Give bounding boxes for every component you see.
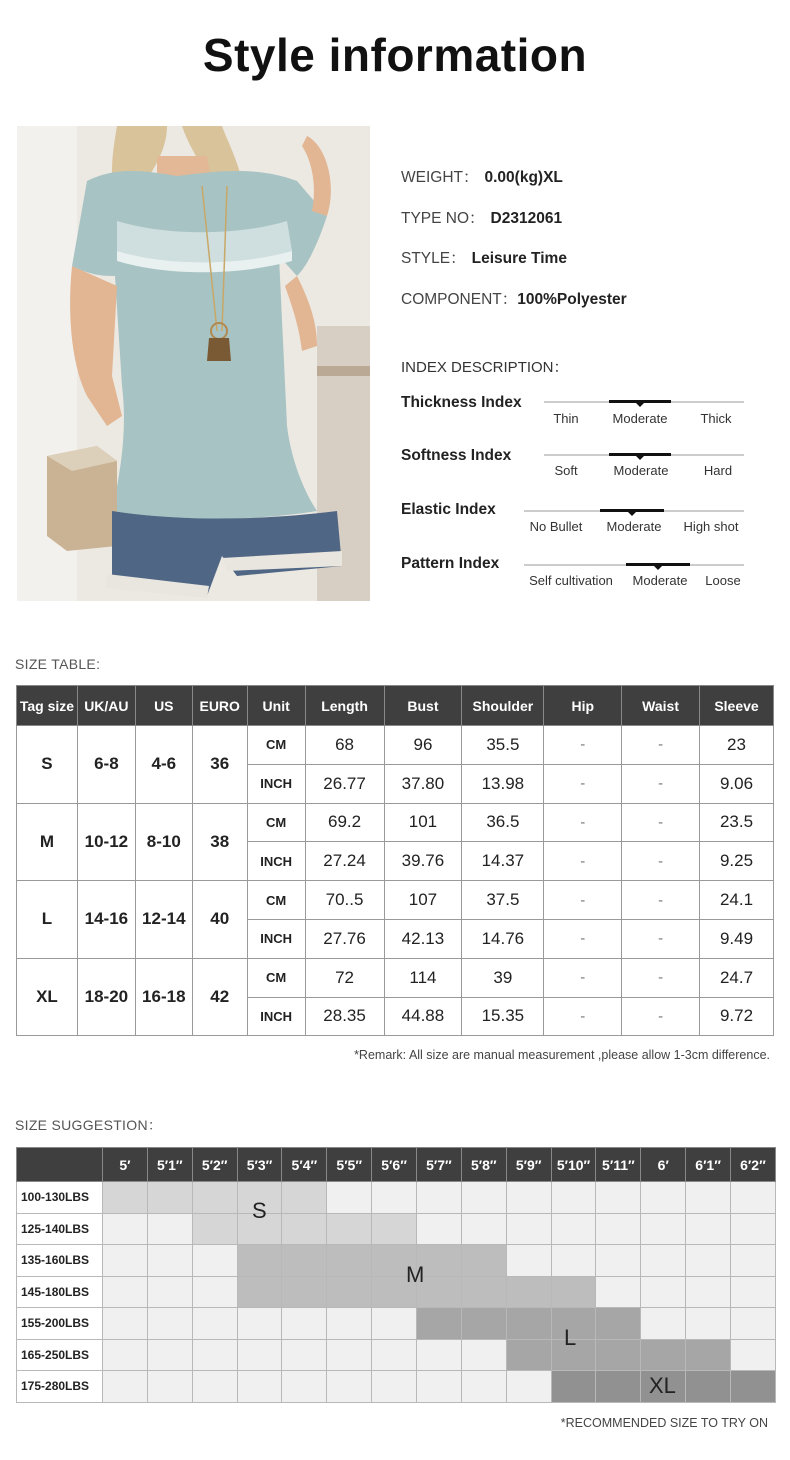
column-header: UK/AU [77,686,135,726]
size-zone-cell [327,1213,372,1245]
grid-cell [686,1276,731,1308]
pattern-index [401,555,746,595]
bust-cell: 96 [384,726,462,765]
size-zone-cell [237,1276,282,1308]
size-zone-cell [147,1182,192,1214]
unit-cell: INCH [247,919,305,958]
spec-style [401,246,567,268]
length-cell: 68 [305,726,384,765]
height-header: 5′1″ [147,1148,192,1182]
weight-row [17,1245,776,1277]
recommend-note: *RECOMMENDED SIZE TO TRY ON [560,1416,768,1430]
grid-cell [103,1213,148,1245]
zone-label-s: S [252,1198,267,1223]
spec-value: 100%Polyester [517,291,627,308]
index-option-selected: Moderate [612,411,668,426]
waist-cell: - [622,764,700,803]
shoulder-cell: 14.37 [462,842,544,881]
grid-cell [461,1182,506,1214]
index-option: No Bullet [529,519,583,534]
index-label: Softness Index [401,447,512,464]
grid-cell [731,1245,776,1277]
shoulder-cell: 35.5 [462,726,544,765]
grid-cell [237,1339,282,1371]
sleeve-cell: 9.49 [700,919,774,958]
tag-size-cell: M [17,803,78,881]
waist-cell: - [622,842,700,881]
size-zone-cell [506,1339,551,1371]
spec-value: Leisure Time [471,250,567,267]
hip-cell: - [544,881,622,920]
size-table-header [17,686,774,726]
waist-cell: - [622,997,700,1036]
grid-cell [372,1308,417,1340]
grid-cell [686,1308,731,1340]
grid-cell [551,1245,596,1277]
column-header: EURO [192,686,247,726]
grid-cell [103,1245,148,1277]
spec-weight [401,165,563,187]
sleeve-cell: 9.72 [700,997,774,1036]
size-zone-cell [596,1339,641,1371]
index-option: High shot [683,519,739,534]
weight-label: 155-200LBS [17,1308,103,1340]
table-row [17,881,774,920]
height-header: 6′ [641,1148,686,1182]
height-header: 5′5″ [327,1148,372,1182]
size-zone-cell [686,1339,731,1371]
grid-cell [147,1339,192,1371]
grid-cell [147,1308,192,1340]
length-cell: 27.76 [305,919,384,958]
grid-cell [731,1213,776,1245]
index-pointer-icon [628,512,636,516]
column-header: Length [305,686,384,726]
length-cell: 69.2 [305,803,384,842]
index-label: Pattern Index [401,555,500,572]
column-header: Waist [622,686,700,726]
size-zone-cell [417,1308,462,1340]
weight-row [17,1276,776,1308]
length-cell: 26.77 [305,764,384,803]
grid-cell [506,1182,551,1214]
index-option: Thin [553,411,579,426]
height-header: 5′3″ [237,1148,282,1182]
unit-cell: INCH [247,997,305,1036]
grid-cell [372,1339,417,1371]
size-zone-cell [282,1245,327,1277]
hip-cell: - [544,919,622,958]
size-zone-cell [641,1339,686,1371]
weight-row [17,1182,776,1214]
index-option: Thick [700,411,732,426]
size-zone-cell [731,1371,776,1403]
table-row [17,803,774,842]
grid-cell [506,1371,551,1403]
grid-cell [417,1371,462,1403]
weight-label: 175-280LBS [17,1371,103,1403]
product-photo [17,126,370,601]
index-option-selected: Moderate [613,463,669,478]
grid-cell [731,1182,776,1214]
grid-cell [506,1245,551,1277]
index-label: Thickness Index [401,394,522,411]
size-zone-cell [327,1245,372,1277]
unit-cell: INCH [247,764,305,803]
unit-cell: CM [247,726,305,765]
zone-label-l: L [564,1325,577,1350]
shoulder-cell: 36.5 [462,803,544,842]
size-zone-cell [461,1308,506,1340]
bust-cell: 44.88 [384,997,462,1036]
grid-cell [596,1182,641,1214]
index-option: Loose [705,573,741,588]
hip-cell: - [544,764,622,803]
size-zone-cell [551,1276,596,1308]
softness-index [401,447,746,487]
euro-cell: 36 [192,726,247,804]
measurement-remark: *Remark: All size are manual measurement ,please allow 1-3cm difference. [354,1048,770,1062]
height-header: 5′11″ [596,1148,641,1182]
grid-cell [372,1182,417,1214]
grid-cell [192,1308,237,1340]
column-header: Sleeve [700,686,774,726]
uk-au-cell: 10-12 [77,803,135,881]
bust-cell: 37.80 [384,764,462,803]
uk-au-cell: 6-8 [77,726,135,804]
unit-cell: CM [247,803,305,842]
grid-cell [417,1339,462,1371]
height-header: 5′2″ [192,1148,237,1182]
spec-value: D2312061 [490,210,563,227]
waist-cell: - [622,803,700,842]
waist-cell: - [622,881,700,920]
size-zone-cell [237,1245,282,1277]
shoulder-cell: 37.5 [462,881,544,920]
grid-cell [237,1371,282,1403]
us-cell: 16-18 [135,958,192,1036]
height-header: 5′4″ [282,1148,327,1182]
waist-cell: - [622,919,700,958]
size-zone-cell [192,1213,237,1245]
spec-component [401,287,627,309]
column-header: Hip [544,686,622,726]
grid-cell [417,1213,462,1245]
shoulder-cell: 39 [462,958,544,997]
spec-key: TYPE NO： [401,210,485,227]
us-cell: 8-10 [135,803,192,881]
sleeve-cell: 24.7 [700,958,774,997]
grid-cell [417,1182,462,1214]
index-option: Soft [554,463,578,478]
grid-cell [551,1182,596,1214]
grid-cell [686,1213,731,1245]
hip-cell: - [544,726,622,765]
weight-label: 100-130LBS [17,1182,103,1214]
grid-cell [103,1371,148,1403]
sleeve-cell: 24.1 [700,881,774,920]
tag-size-cell: L [17,881,78,959]
grid-cell [641,1308,686,1340]
index-option-selected: Moderate [632,573,688,588]
euro-cell: 38 [192,803,247,881]
weight-row [17,1339,776,1371]
grid-cell [103,1308,148,1340]
thickness-index [401,394,746,434]
weight-label: 135-160LBS [17,1245,103,1277]
hip-cell: - [544,997,622,1036]
size-zone-cell [461,1276,506,1308]
size-zone-cell [551,1371,596,1403]
spec-value: 0.00(kg)XL [484,169,563,186]
grid-cell [192,1245,237,1277]
size-zone-cell [282,1182,327,1214]
grid-cell [641,1213,686,1245]
grid-cell [147,1213,192,1245]
shoulder-cell: 15.35 [462,997,544,1036]
grid-cell [192,1339,237,1371]
size-zone-cell [506,1308,551,1340]
height-header: 5′7″ [417,1148,462,1182]
grid-cell [551,1213,596,1245]
grid-cell [192,1276,237,1308]
length-cell: 70..5 [305,881,384,920]
us-cell: 12-14 [135,881,192,959]
table-row [17,958,774,997]
size-zone-cell [596,1371,641,1403]
grid-cell [327,1339,372,1371]
size-zone-cell [372,1213,417,1245]
grid-cell [461,1339,506,1371]
index-label: Elastic Index [401,501,496,518]
grid-cell [596,1245,641,1277]
bust-cell: 42.13 [384,919,462,958]
grid-cell [596,1213,641,1245]
bust-cell: 107 [384,881,462,920]
sleeve-cell: 23.5 [700,803,774,842]
grid-cell [506,1213,551,1245]
grid-cell [461,1371,506,1403]
size-zone-cell [461,1245,506,1277]
hip-cell: - [544,803,622,842]
us-cell: 4-6 [135,726,192,804]
column-header: Shoulder [462,686,544,726]
waist-cell: - [622,958,700,997]
grid-cell [327,1308,372,1340]
size-table-heading: SIZE TABLE: [15,656,101,672]
size-zone-cell [596,1308,641,1340]
spec-key: WEIGHT： [401,169,479,186]
grid-cell [147,1371,192,1403]
length-cell: 72 [305,958,384,997]
length-cell: 28.35 [305,997,384,1036]
grid-cell [596,1276,641,1308]
grid-cell [327,1182,372,1214]
grid-cell [641,1182,686,1214]
grid-cell [641,1245,686,1277]
weight-label: 125-140LBS [17,1213,103,1245]
weight-row [17,1308,776,1340]
grid-cell [461,1213,506,1245]
index-pointer-icon [636,403,644,407]
grid-cell [372,1371,417,1403]
grid-cell [103,1339,148,1371]
grid-cell [192,1371,237,1403]
size-zone-cell [506,1276,551,1308]
hip-cell: - [544,842,622,881]
sleeve-cell: 9.06 [700,764,774,803]
grid-cell [731,1308,776,1340]
uk-au-cell: 14-16 [77,881,135,959]
waist-cell: - [622,726,700,765]
index-option: Hard [703,463,733,478]
weight-label: 165-250LBS [17,1339,103,1371]
index-pointer-icon [636,456,644,460]
shoulder-cell: 13.98 [462,764,544,803]
hip-cell: - [544,958,622,997]
size-suggestion-heading: SIZE SUGGESTION： [15,1117,163,1133]
elastic-index [401,501,746,541]
zone-label-xl: XL [649,1373,676,1398]
euro-cell: 42 [192,958,247,1036]
corner-cell [17,1148,103,1182]
column-header: Tag size [17,686,78,726]
height-header: 6′2″ [731,1148,776,1182]
zone-label-m: M [406,1262,425,1287]
height-header: 5′10″ [551,1148,596,1182]
column-header: Bust [384,686,462,726]
unit-cell: CM [247,881,305,920]
size-zone-cell [686,1371,731,1403]
size-zone-cell [192,1182,237,1214]
page-title: Style information [202,29,588,81]
grid-cell [282,1339,327,1371]
size-zone-cell [327,1276,372,1308]
size-zone-cell [103,1182,148,1214]
model-illustration [17,126,370,601]
height-header: 6′1″ [686,1148,731,1182]
weight-row [17,1213,776,1245]
grid-cell [327,1371,372,1403]
sleeve-cell: 23 [700,726,774,765]
size-suggestion-grid [16,1147,776,1403]
weight-label: 145-180LBS [17,1276,103,1308]
grid-cell [731,1339,776,1371]
euro-cell: 40 [192,881,247,959]
height-header: 5′6″ [372,1148,417,1182]
column-header: Unit [247,686,305,726]
grid-cell [147,1245,192,1277]
spec-key: COMPONENT： [401,291,518,308]
spec-type-no [401,206,562,228]
bust-cell: 101 [384,803,462,842]
index-pointer-icon [654,566,662,570]
height-header-row [17,1148,776,1182]
column-header: US [135,686,192,726]
grid-cell [237,1308,282,1340]
index-option-selected: Moderate [606,519,662,534]
tag-size-cell: S [17,726,78,804]
bust-cell: 39.76 [384,842,462,881]
index-option: Self cultivation [529,573,613,588]
grid-cell [147,1276,192,1308]
grid-cell [731,1276,776,1308]
unit-cell: CM [247,958,305,997]
size-table [16,685,774,1036]
uk-au-cell: 18-20 [77,958,135,1036]
tag-size-cell: XL [17,958,78,1036]
spec-key: STYLE： [401,250,466,267]
length-cell: 27.24 [305,842,384,881]
grid-cell [282,1308,327,1340]
grid-cell [686,1245,731,1277]
height-header: 5′ [103,1148,148,1182]
height-header: 5′9″ [506,1148,551,1182]
grid-cell [103,1276,148,1308]
grid-cell [641,1276,686,1308]
table-row [17,726,774,765]
index-heading: INDEX DESCRIPTION： [401,359,569,376]
sleeve-cell: 9.25 [700,842,774,881]
unit-cell: INCH [247,842,305,881]
size-zone-cell [282,1276,327,1308]
size-zone-cell [282,1213,327,1245]
bust-cell: 114 [384,958,462,997]
grid-cell [282,1371,327,1403]
grid-cell [686,1182,731,1214]
shoulder-cell: 14.76 [462,919,544,958]
height-header: 5′8″ [461,1148,506,1182]
